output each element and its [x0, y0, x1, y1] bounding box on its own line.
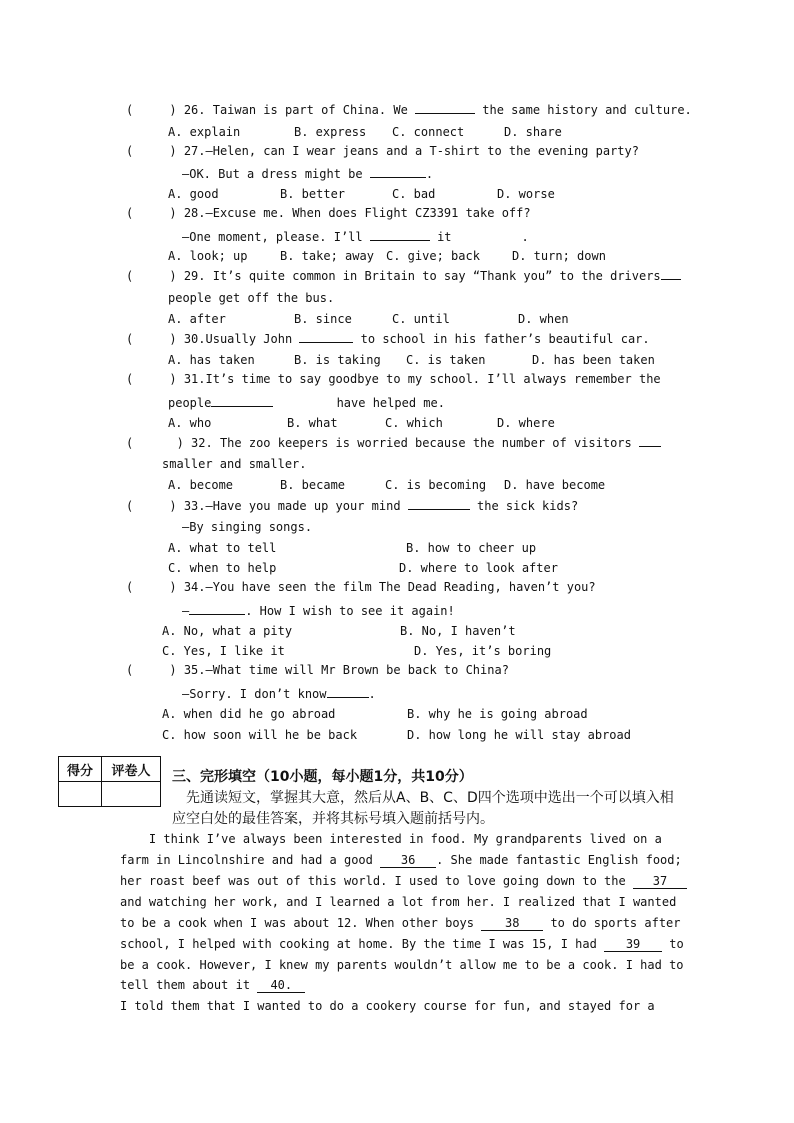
- answer-blank: [211, 395, 273, 407]
- option-c: C. give; back: [386, 249, 480, 263]
- option-d: D. where to look after: [399, 561, 558, 575]
- question-stem-end: have helped me.: [329, 396, 445, 410]
- option-a: A. explain: [168, 125, 241, 139]
- question-stem: —OK. But a dress might be: [182, 167, 370, 181]
- answer-blank: [370, 166, 426, 178]
- option-a: A. become: [168, 478, 234, 492]
- answer-blank: [639, 435, 661, 447]
- question-28: [126, 206, 531, 220]
- question-stem: —You have seen the film The Dead Reading, haven’t you?: [205, 580, 596, 594]
- question-stem-end: .: [368, 687, 376, 701]
- options-33-row2: [168, 561, 558, 575]
- option-d: D. Yes, it’s boring: [414, 644, 552, 658]
- question-28-line2: [182, 229, 529, 244]
- answer-paren[interactable]: ( ): [126, 580, 177, 594]
- option-a: A. has taken: [168, 353, 255, 367]
- option-a: A. when did he go abroad: [162, 707, 336, 721]
- question-stem: —By singing songs.: [182, 520, 313, 534]
- question-stem-end: to school in his father’s beautiful car.: [353, 332, 650, 346]
- answer-paren[interactable]: ( ): [126, 103, 177, 117]
- question-stem: —Have you made up your mind: [205, 499, 408, 513]
- section-title: 三、完形填空（10小题，每小题1分，共10分）: [172, 769, 473, 785]
- question-number: 27.: [183, 144, 206, 158]
- option-d: D. where: [497, 416, 555, 430]
- option-d: D. how long he will stay abroad: [407, 728, 631, 742]
- score-table: [58, 756, 161, 807]
- option-a: A. after: [168, 312, 226, 326]
- question-number: 35.: [183, 663, 206, 677]
- passage-line-5: [120, 916, 681, 931]
- passage-line-7: be a cook. However, I knew my parents wouldn’t allow me to be a cook. I had to: [120, 958, 684, 972]
- answer-paren[interactable]: ( ): [126, 269, 177, 283]
- question-stem: —One moment, please. I’ll: [182, 230, 370, 244]
- question-number: 32.: [191, 436, 213, 450]
- question-stem: The zoo keepers is worried because the number of visitors: [219, 436, 632, 450]
- answer-paren[interactable]: ( ): [126, 206, 177, 220]
- option-a: A. look; up: [168, 249, 248, 263]
- option-c: C. how soon will he be back: [162, 728, 358, 742]
- answer-paren[interactable]: ( ): [126, 372, 177, 386]
- question-stem: Usually John: [205, 332, 300, 346]
- question-stem: —What time will Mr Brown be back to China?: [205, 663, 509, 677]
- score-cell[interactable]: [59, 782, 102, 807]
- passage-text: tell them about it: [120, 978, 258, 992]
- options-35-row1: [162, 707, 588, 721]
- option-d: D. have become: [504, 478, 606, 492]
- answer-paren[interactable]: ( ): [126, 144, 177, 158]
- option-c: C. is becoming: [385, 478, 487, 492]
- option-b: B. No, I haven’t: [400, 624, 516, 638]
- question-number: 30.: [183, 332, 206, 346]
- question-stem: —Sorry. I don’t know: [182, 687, 327, 701]
- options-32: [168, 478, 605, 492]
- section-instruction-line1: 先通读短文，掌握其大意，然后从A、B、C、D四个选项中选出一个可以填入相: [186, 790, 674, 806]
- passage-text: to do sports after: [543, 916, 681, 930]
- question-stem-end: .: [425, 167, 434, 181]
- answer-blank: [299, 331, 353, 343]
- option-a: A. No, what a pity: [162, 624, 293, 638]
- passage-line-4: and watching her work, and I learned a lot from her. I realized that I wanted: [120, 895, 677, 909]
- option-d: D. share: [504, 125, 562, 139]
- cloze-blank-36: 36: [380, 853, 436, 868]
- question-stem: Taiwan is part of China. We: [212, 103, 416, 117]
- answer-paren[interactable]: ( ): [126, 663, 177, 677]
- options-30: [168, 353, 655, 367]
- question-32-line2: [162, 457, 307, 471]
- cloze-blank-39: 39: [604, 937, 662, 952]
- question-35-line2: [182, 686, 376, 701]
- question-31: [126, 372, 661, 386]
- answer-blank: [408, 498, 470, 510]
- passage-line-3: [120, 874, 676, 889]
- question-33-line2: [182, 520, 312, 534]
- question-stem-end: .: [521, 230, 529, 244]
- question-27-line2: [182, 166, 433, 181]
- options-33-row1: [168, 541, 536, 555]
- question-27: [126, 144, 639, 158]
- cloze-blank-40: 40.: [257, 978, 305, 993]
- question-stem: people: [168, 396, 212, 410]
- answer-blank: [327, 686, 369, 698]
- option-d: D. has been taken: [532, 353, 655, 367]
- passage-text: her roast beef was out of this world. I used to love going down to the: [120, 874, 633, 888]
- question-30: [126, 331, 650, 346]
- passage-text: to be a cook when I was about 12. When other boys: [120, 916, 482, 930]
- section-instruction-line2: 应空白处的最佳答案，并将其标号填入题前括号内。: [172, 811, 494, 827]
- question-number: 29.: [183, 269, 206, 283]
- options-27: [168, 187, 555, 201]
- grader-header: 评卷人: [102, 757, 161, 782]
- option-d: D. worse: [497, 187, 555, 201]
- option-b: B. became: [280, 478, 346, 492]
- options-28: [168, 249, 606, 263]
- options-35-row2: [162, 728, 631, 742]
- option-c: C. connect: [392, 125, 465, 139]
- question-stem: —: [182, 604, 190, 618]
- question-34: [126, 580, 596, 594]
- options-31: [168, 416, 555, 430]
- score-header: 得分: [59, 757, 102, 782]
- answer-blank: [370, 229, 430, 241]
- question-number: 28.: [183, 206, 206, 220]
- cloze-blank-37: 37: [633, 874, 687, 889]
- option-c: C. until: [392, 312, 450, 326]
- option-b: B. why he is going abroad: [407, 707, 588, 721]
- question-stem: —Excuse me. When does Flight CZ3391 take off?: [205, 206, 531, 220]
- option-b: B. take; away: [280, 249, 374, 263]
- question-32: [126, 435, 661, 450]
- question-26: [126, 102, 692, 117]
- option-a: A. good: [168, 187, 219, 201]
- option-d: D. turn; down: [512, 249, 606, 263]
- option-a: A. what to tell: [168, 541, 277, 555]
- option-d: D. when: [518, 312, 569, 326]
- question-35: [126, 663, 509, 677]
- question-stem: —Helen, can I wear jeans and a T-shirt to the evening party?: [205, 144, 639, 158]
- passage-text: to: [662, 937, 684, 951]
- grader-cell[interactable]: [102, 782, 161, 807]
- question-stem: It’s quite common in Britain to say “Thank you” to the drivers: [212, 269, 661, 283]
- question-stem: It’s time to say goodbye to my school. I’ll always remember the: [205, 372, 661, 386]
- question-stem-end: the same history and culture.: [475, 103, 692, 117]
- option-b: B. is taking: [294, 353, 381, 367]
- question-29: [126, 268, 681, 283]
- options-26: [168, 125, 562, 139]
- question-stem: smaller and smaller.: [162, 457, 307, 471]
- passage-line-6: [120, 937, 684, 952]
- passage-line-1: I think I’ve always been interested in food. My grandparents lived on a: [120, 832, 662, 846]
- question-34-line2: [182, 603, 455, 618]
- answer-paren[interactable]: ( ): [126, 436, 184, 450]
- passage-line-8: [120, 978, 676, 993]
- option-b: B. how to cheer up: [406, 541, 537, 555]
- question-stem: people get off the bus.: [168, 291, 335, 305]
- question-29-line2: [168, 291, 334, 305]
- option-a: A. who: [168, 416, 212, 430]
- option-c: C. is taken: [406, 353, 486, 367]
- option-b: B. better: [280, 187, 346, 201]
- passage-text: farm in Lincolnshire and had a good: [120, 853, 381, 867]
- question-stem: it: [429, 230, 452, 244]
- option-b: B. express: [294, 125, 367, 139]
- option-c: C. bad: [392, 187, 436, 201]
- answer-paren[interactable]: ( ): [126, 499, 177, 513]
- answer-blank: [415, 102, 475, 114]
- options-34-row1: [162, 624, 516, 638]
- question-stem-end: the sick kids?: [469, 499, 579, 513]
- question-number: 26.: [183, 103, 206, 117]
- passage-line-2: [120, 853, 682, 868]
- passage-text: . She made fantastic English food;: [436, 853, 682, 867]
- passage-text: school, I helped with cooking at home. By the time I was 15, I had: [120, 937, 605, 951]
- option-b: B. since: [294, 312, 352, 326]
- question-number: 34.: [183, 580, 206, 594]
- question-stem-end: . How I wish to see it again!: [245, 604, 455, 618]
- option-b: B. what: [287, 416, 338, 430]
- question-number: 31.: [183, 372, 206, 386]
- question-number: 33.: [183, 499, 206, 513]
- question-31-line2: [168, 395, 445, 410]
- option-c: C. when to help: [168, 561, 277, 575]
- option-c: C. Yes, I like it: [162, 644, 285, 658]
- options-29: [168, 312, 569, 326]
- answer-paren[interactable]: ( ): [126, 332, 177, 346]
- cloze-blank-38: 38: [481, 916, 543, 931]
- option-c: C. which: [385, 416, 443, 430]
- answer-blank: [189, 603, 245, 615]
- passage-line-9: I told them that I wanted to do a cookery course for fun, and stayed for a: [120, 999, 655, 1013]
- question-33: [126, 498, 578, 513]
- answer-blank: [661, 268, 681, 280]
- options-34-row2: [162, 644, 551, 658]
